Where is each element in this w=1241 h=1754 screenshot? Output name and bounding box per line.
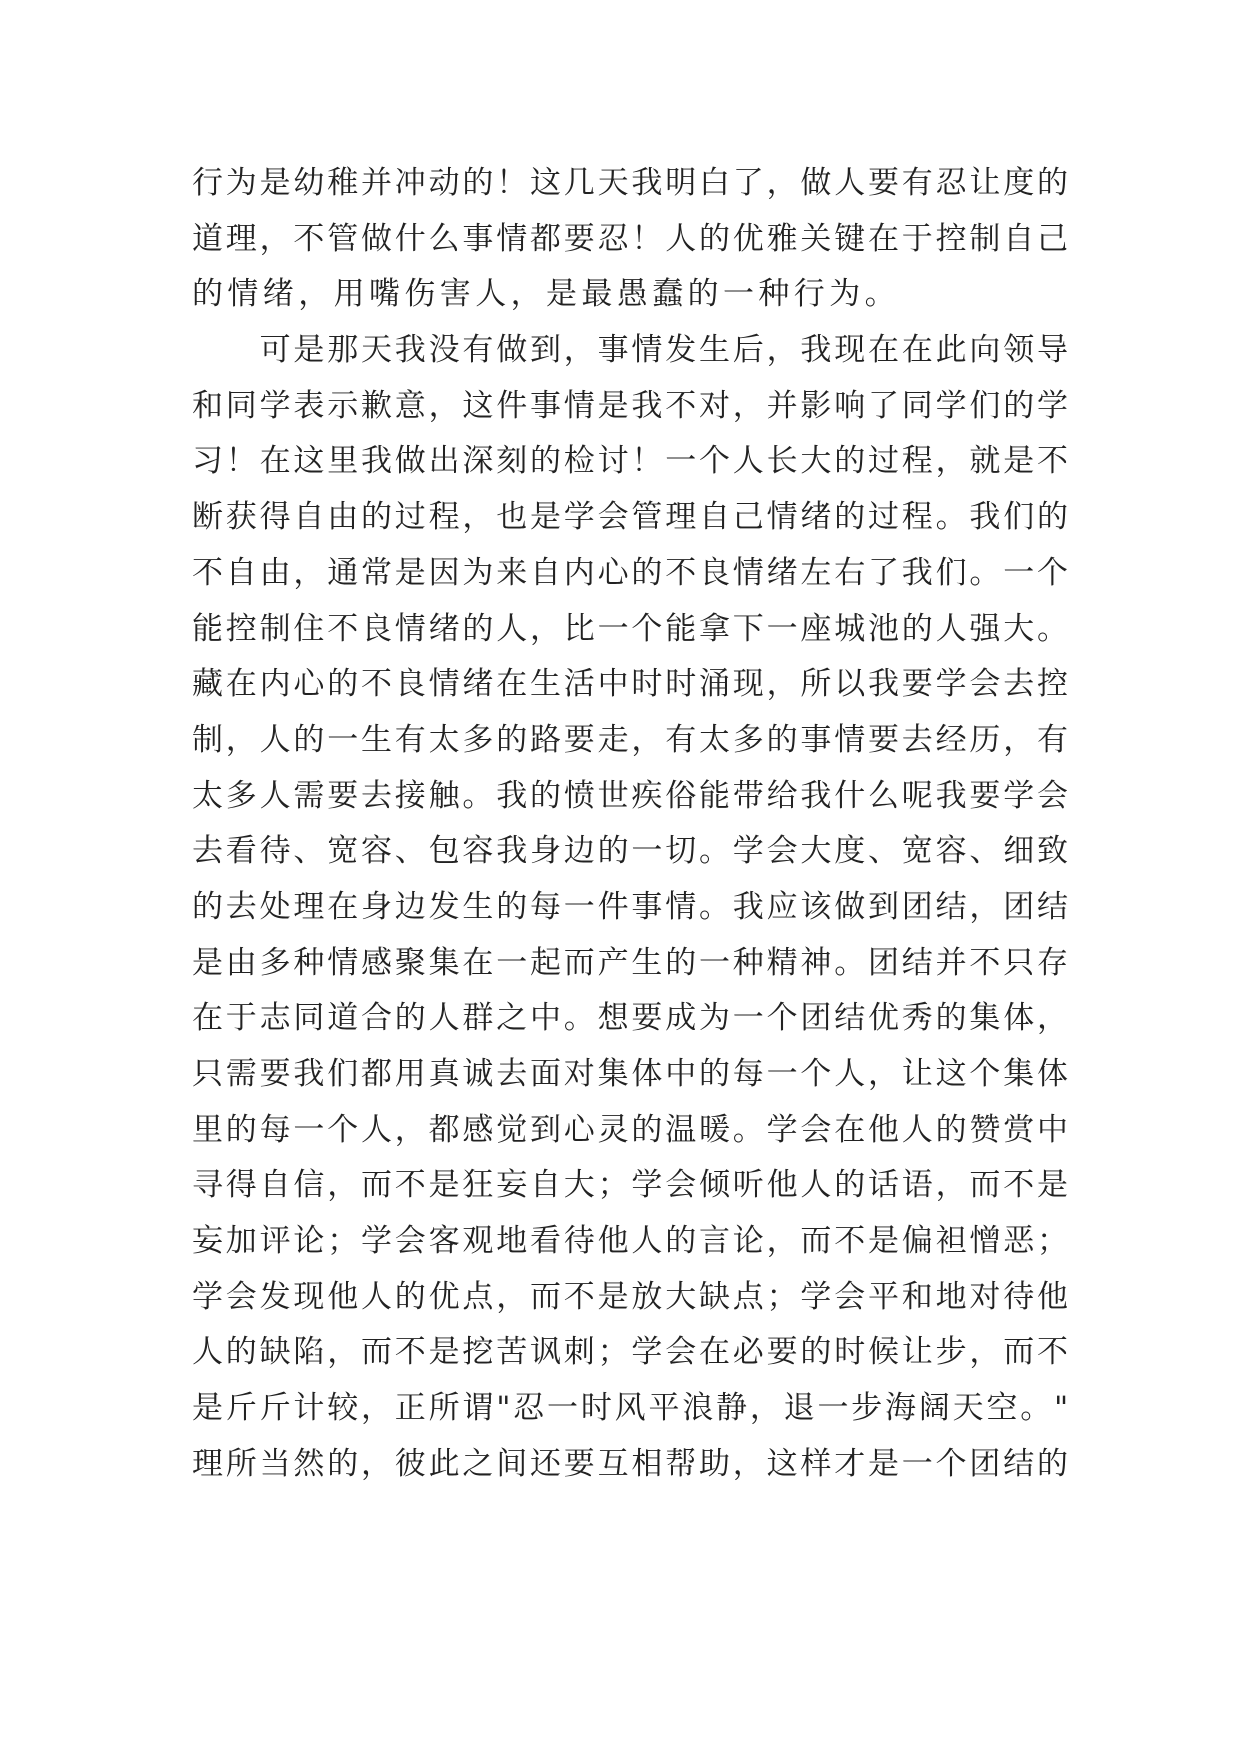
text-line: 和同学表示歉意，这件事情是我不对，并影响了同学们的学 — [192, 387, 1071, 424]
text-line: 去看待、宽容、包容我身边的一切。学会大度、宽容、细致 — [192, 833, 1071, 870]
text-line: 不自由，通常是因为来自内心的不良情绪左右了我们。一个 — [192, 554, 1071, 591]
text-line: 寻得自信，而不是狂妄自大；学会倾听他人的话语，而不是 — [192, 1167, 1071, 1204]
text-line: 能控制住不良情绪的人，比一个能拿下一座城池的人强大。 — [192, 610, 1071, 647]
text-line: 的去处理在身边发生的每一件事情。我应该做到团结，团结 — [192, 888, 1071, 925]
text-line: 道理，不管做什么事情都要忍！人的优雅关键在于控制自己 — [192, 220, 1071, 257]
text-line: 学会发现他人的优点，而不是放大缺点；学会平和地对待他 — [192, 1278, 1071, 1315]
text-line: 是斤斤计较，正所谓"忍一时风平浪静，退一步海阔天空。" — [192, 1390, 1072, 1427]
paragraph-start-line: 可是那天我没有做到，事情发生后，我现在在此向领导 — [192, 332, 1071, 369]
text-line: 制，人的一生有太多的路要走，有太多的事情要去经历，有 — [192, 721, 1071, 758]
body-text — [192, 156, 1072, 1493]
text-line: 藏在内心的不良情绪在生活中时时涌现，所以我要学会去控 — [192, 666, 1071, 703]
text-line: 太多人需要去接触。我的愤世疾俗能带给我什么呢我要学会 — [192, 777, 1071, 814]
text-line: 习！在这里我做出深刻的检讨！一个人长大的过程，就是不 — [192, 443, 1071, 480]
text-line: 是由多种情感聚集在一起而产生的一种精神。团结并不只存 — [192, 944, 1071, 981]
text-line: 理所当然的，彼此之间还要互相帮助，这样才是一个团结的 — [192, 1445, 1071, 1482]
text-line: 里的每一个人，都感觉到心灵的温暖。学会在他人的赞赏中 — [192, 1111, 1071, 1148]
text-line: 人的缺陷，而不是挖苦讽刺；学会在必要的时候让步，而不 — [192, 1334, 1071, 1371]
text-line: 在于志同道合的人群之中。想要成为一个团结优秀的集体， — [192, 1000, 1071, 1037]
text-line: 断获得自由的过程，也是学会管理自己情绪的过程。我们的 — [192, 499, 1071, 536]
text-line: 妄加评论；学会客观地看待他人的言论，而不是偏袒憎恶； — [192, 1223, 1071, 1260]
text-line: 的情绪，用嘴伤害人，是最愚蠢的一种行为。 — [192, 276, 900, 313]
text-line: 只需要我们都用真诚去面对集体中的每一个人，让这个集体 — [192, 1056, 1071, 1092]
text-line: 行为是幼稚并冲动的！这几天我明白了，做人要有忍让度的 — [192, 165, 1071, 201]
